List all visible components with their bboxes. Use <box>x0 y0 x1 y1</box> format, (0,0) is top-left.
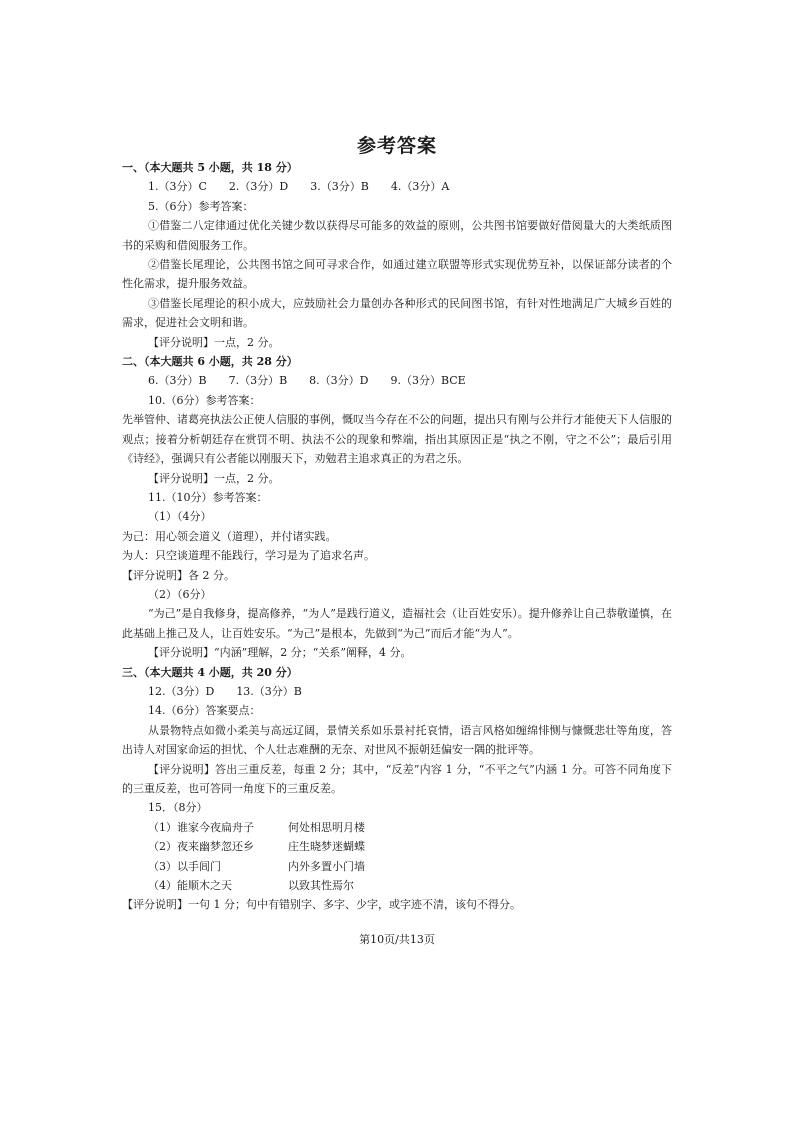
answer-row-2 <box>122 371 672 390</box>
answer-item: 7.（3分）B <box>228 374 288 388</box>
answer-paragraph: ②借鉴长尾理论，公共图书馆之间可寻求合作，如通过建立联盟等形式实现优势互补，以保证部分读者的个性化需求，提升服务效益。 <box>122 258 672 291</box>
scoring-note: 【评分说明】一点，2 分。 <box>148 335 280 349</box>
section-heading-2: 二、（本大题共 6 小题，共 28 分） <box>122 355 298 369</box>
poem-answer-row <box>122 837 672 856</box>
answer-item: 4.（3分）A <box>390 180 450 194</box>
poem-answer-row <box>122 818 672 837</box>
answer-item: 8.（3分）D <box>309 374 369 388</box>
section-heading-3: 三、（本大题共 4 小题，共 20 分） <box>122 665 298 679</box>
poem-line-second: 庄生晓梦迷蝴蝶 <box>288 840 365 854</box>
answer-item: 1.（3分）C <box>148 180 207 194</box>
poem-line-first: （4）能顺木之天 <box>148 879 232 893</box>
answer-item: 6.（3分）B <box>148 374 207 388</box>
scoring-note: 【评分说明】“内涵”理解，2 分；“关系”阐释，4 分。 <box>148 646 412 660</box>
poem-line-first: （2）夜来幽梦忽还乡 <box>148 840 254 854</box>
scoring-note: 【评分说明】一句 1 分；句中有错别字、多字、少字，或字迹不清，该句不得分。 <box>122 898 521 912</box>
poem-line-first: （1）谁家今夜扁舟子 <box>148 820 254 834</box>
scoring-note: 【评分说明】各 2 分。 <box>122 568 235 582</box>
scoring-note: 【评分说明】一点，2 分。 <box>148 471 280 485</box>
question-heading: 15．（8分） <box>148 801 208 815</box>
answer-item: 2.（3分）D <box>228 180 289 194</box>
poem-line-second: 何处相思明月楼 <box>288 820 365 834</box>
answer-content <box>122 158 672 915</box>
answer-paragraph: “为己”是自我修身，提高修养，“为人”是践行道义，造福社会（让百姓安乐）。提升修养让自己恭敬谨慎，在此基础上推己及人，让百姓安乐。“为己”是根本，先做到“为己”而后才能“为人”。 <box>122 607 672 640</box>
answer-paragraph: ①借鉴二八定律通过优化关键少数以获得尽可能多的效益的原则，公共图书馆要做好借阅量大的大类纸质图书的采购和借阅服务工作。 <box>122 219 672 252</box>
answer-row-1 <box>122 177 672 196</box>
question-heading: 11.（10分）参考答案： <box>148 490 268 504</box>
scoring-note: 【评分说明】答出三重反差，每重 2 分；其中，“反差”内容 1 分，“不平之气”内涵 1 分。可答不同角度下的三重反差，也可答同一角度下的三重反差。 <box>122 762 672 795</box>
poem-line-second: 以致其性焉尔 <box>288 879 354 893</box>
answer-line: 为人：只空谈道理不能践行，学习是为了追求名声。 <box>122 549 375 563</box>
answer-item: 3.（3分）B <box>310 180 369 194</box>
page-title: 参考答案 <box>356 135 437 157</box>
answer-item: 9.（3分）BCE <box>390 374 466 388</box>
answer-paragraph: 从景物特点如微小柔美与高远辽阔，景情关系如乐景衬托哀情，语言风格如缠绵悱恻与慷慨悲壮等角度，答出诗人对国家命运的担忧、个人壮志难酬的无奈、对世风不振朝廷偏安一隅的批评等。 <box>122 723 672 757</box>
poem-line-second: 内外多置小门墙 <box>288 859 365 873</box>
answer-row-3 <box>122 682 672 701</box>
page-number: 第10页/共13页 <box>359 933 435 946</box>
sub-question-heading: （1）（4分） <box>148 510 212 524</box>
question-heading: 10.（6分）参考答案： <box>148 393 261 407</box>
section-heading-1: 一、（本大题共 5 小题，共 18 分） <box>122 161 298 174</box>
poem-answer-row <box>122 857 672 876</box>
question-heading: 14.（6分）答案要点： <box>148 704 261 718</box>
poem-answer-row <box>122 876 672 895</box>
sub-question-heading: （2）（6分） <box>148 587 212 601</box>
answer-paragraph: ③借鉴长尾理论的积小成大，应鼓励社会力量创办各种形式的民间图书馆，有针对性地满足广大城乡百姓的需求，促进社会文明和谐。 <box>122 296 672 330</box>
answer-item: 13.（3分）B <box>236 684 302 698</box>
question-heading: 5.（6分）参考答案： <box>148 199 254 213</box>
answer-line: 为己：用心领会道义（道理），并付诸实践。 <box>122 529 337 543</box>
poem-line-first: （3）以手闾门 <box>148 859 221 873</box>
answer-item: 12.（3分）D <box>148 684 215 698</box>
answer-paragraph: 先举管仲、诸葛亮执法公正使人信服的事例，慨叹当今存在不公的问题，提出只有刚与公并行才能使天下人信服的观点；接着分析朝廷存在赏罚不明、执法不公的现象和弊端，指出其原因正是“执之不刚，守之不公”；最后引用《诗经》，强调只有公者能以刚服天下，劝勉君主追求真正的为君之乐。 <box>122 413 672 466</box>
